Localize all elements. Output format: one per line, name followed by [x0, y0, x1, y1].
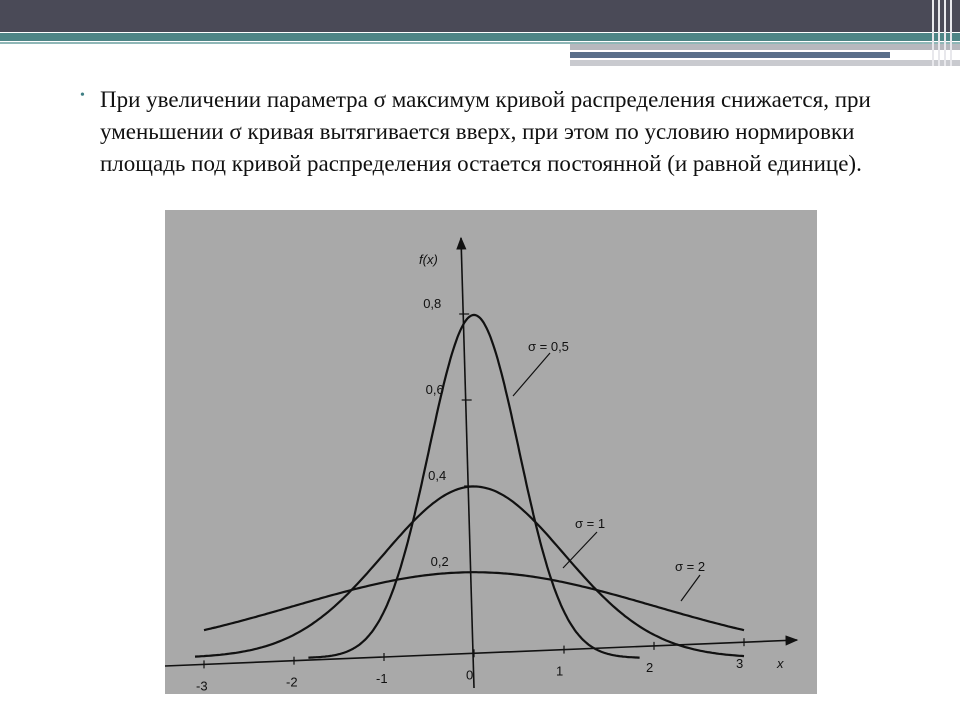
series-callout-line: [681, 575, 700, 601]
x-axis-label: x: [777, 656, 784, 671]
x-tick-label: 2: [646, 659, 654, 675]
chart-panel: [165, 210, 817, 694]
series-callout-line: [563, 532, 597, 568]
banner-corner-stripes: [928, 0, 960, 66]
y-tick-label: 0,2: [430, 554, 449, 569]
y-axis-label: f(x): [419, 252, 438, 267]
banner-step: [570, 52, 890, 58]
x-tick-label: -2: [286, 674, 298, 690]
series-label: σ = 1: [575, 516, 606, 531]
x-axis: [165, 640, 797, 666]
bullet-text: При увеличении параметра σ максимум кривой распределения снижается, при уменьшении σ кривая вытягивается вверх, при этом по условию нормировки площадь под кривой распределения остается постоянной (и равной единице).: [100, 87, 871, 176]
series-label: σ = 2: [675, 559, 706, 574]
banner-accent-line: [0, 33, 960, 41]
y-tick-label: 0,8: [423, 296, 442, 311]
banner-step: [570, 60, 960, 66]
series-callout-line: [513, 353, 550, 396]
y-tick-label: 0,6: [425, 382, 444, 397]
x-tick-label: 0: [466, 667, 474, 683]
x-tick-label: -3: [196, 678, 208, 694]
series-label: σ = 0,5: [528, 339, 569, 354]
banner-step: [570, 44, 960, 50]
y-axis: [461, 238, 474, 688]
bullet-icon: •: [80, 88, 85, 103]
top-banner: [0, 0, 960, 32]
series-line: [204, 572, 744, 630]
x-tick-label: 1: [556, 663, 564, 679]
chart-svg: [165, 210, 817, 694]
x-tick-label: -1: [376, 670, 388, 686]
x-tick-label: 3: [736, 656, 744, 672]
y-tick-label: 0,4: [428, 468, 447, 483]
